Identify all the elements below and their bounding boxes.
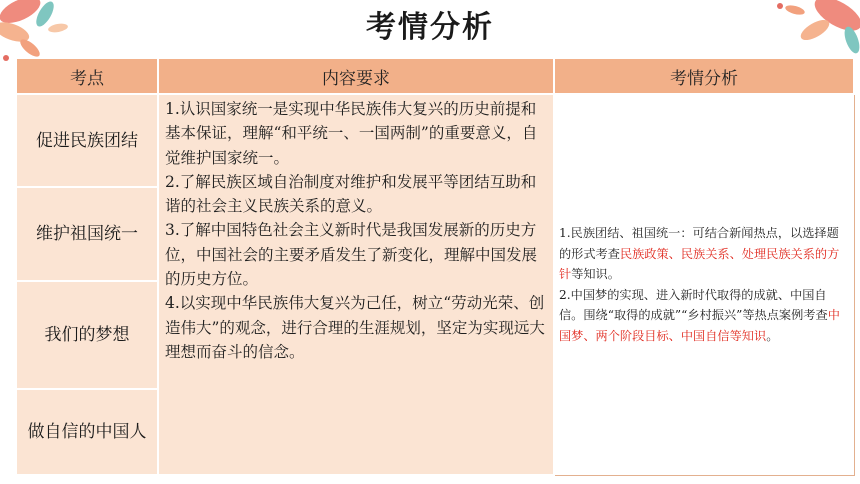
header-content: 内容要求: [158, 58, 554, 94]
table-header-row: [16, 58, 854, 94]
analysis-highlight: 民族政策、民族关系、处理民族关系的方针: [559, 246, 840, 282]
exam-analysis-table: [15, 57, 855, 476]
topic-cell: 促进民族团结: [16, 94, 158, 187]
topic-cell: 做自信的中国人: [16, 389, 158, 475]
table-row: [16, 94, 854, 187]
analysis-text: 。: [766, 328, 779, 343]
analysis-highlight: 中国梦、两个阶段目标、中国自信等知识: [559, 308, 840, 343]
content-item: 2.了解民族区域自治制度对维护和发展平等团结互助和谐的社会主义民族关系的意义。: [165, 172, 537, 216]
analysis-text: 1.民族团结、祖国统一：可结合新闻热点，以选择题的形式考查: [559, 226, 839, 261]
header-topic: 考点: [16, 58, 158, 94]
page-title: 考情分析: [366, 10, 494, 45]
content-item: 1.认识国家统一是实现中华民族伟大复兴的历史前提和基本保证，理解“和平统一、一国两制”的重要意义，自觉维护国家统一。: [165, 100, 538, 167]
header-analysis: 考情分析: [554, 58, 854, 94]
analysis-cell: [554, 94, 854, 475]
content-item: 3.了解中国特色社会主义新时代是我国发展新的历史方位，中国社会的主要矛盾发生了新变化，理解中国发展的历史方位。: [165, 221, 538, 289]
analysis-item: [559, 285, 850, 347]
analysis-text: 等知识。: [571, 267, 620, 282]
topic-cell: 维护祖国统一: [16, 187, 158, 281]
analysis-item: [559, 223, 850, 285]
content-item: 4.以实现中华民族伟大复兴为己任，树立“劳动光荣、创造伟大”的观念，进行合理的生涯规划，坚定为实现远大理想而奋斗的信念。: [165, 294, 545, 361]
analysis-text: 2.中国梦的实现、进入新时代取得的成就、中国自信。围绕“取得的成就”“乡村振兴”等热点案例考查: [559, 287, 828, 323]
content-requirements-cell: [158, 94, 554, 475]
topic-cell: 我们的梦想: [16, 281, 158, 389]
